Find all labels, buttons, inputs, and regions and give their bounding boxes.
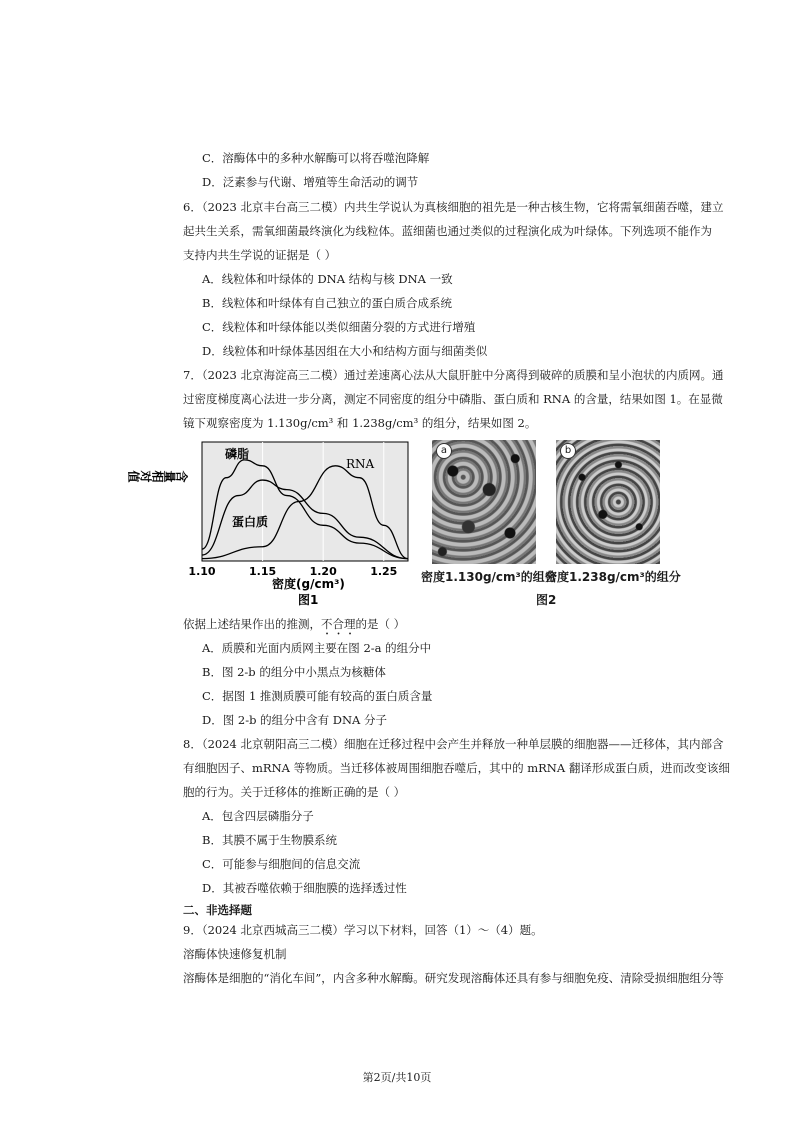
label-rna: RNA	[346, 457, 375, 471]
figure-2-caption-a: 密度1.130g/cm³的组分	[421, 570, 557, 584]
figure-1-chart	[128, 436, 416, 608]
q7-question-pre: 依据上述结果作出的推测，	[183, 617, 321, 631]
q5-option-c: C．溶酶体中的多种水解酶可以将吞噬泡降解	[202, 151, 430, 165]
micrograph-a	[432, 440, 536, 564]
q7-option-d: D．图 2-b 的组分中含有 DNA 分子	[202, 713, 387, 727]
q8-stem-line-1: 8．（2024 北京朝阳高三二模）细胞在迁移过程中会产生并释放一种单层膜的细胞器——迁移体，其内部含	[183, 737, 724, 751]
q7-option-a: A．质膜和光面内质网主要在图 2-a 的组分中	[202, 641, 432, 655]
q9-passage-title: 溶酶体快速修复机制	[183, 947, 287, 961]
x-tick-label: 1.25	[370, 565, 398, 578]
x-tick-label: 1.20	[309, 565, 337, 578]
q6-option-a: A．线粒体和叶绿体的 DNA 结构与核 DNA 一致	[202, 272, 453, 286]
figure-2-caption-b: 密度1.238g/cm³的组分	[545, 570, 681, 584]
y-axis-label: 含量相对值	[128, 469, 188, 483]
q8-option-c: C．可能参与细胞间的信息交流	[202, 857, 361, 871]
q6-stem-line-2: 起共生关系，需氧细菌最终演化为线粒体。蓝细菌也通过类似的过程演化成为叶绿体。下列选项不能作为	[183, 224, 712, 238]
q6-stem-line-1: 6．（2023 北京丰台高三二模）内共生学说认为真核细胞的祖先是一种古核生物，它将需氧细菌吞噬，建立	[183, 200, 724, 214]
q7-stem-line-1: 7．（2023 北京海淀高三二模）通过差速离心法从大鼠肝脏中分离得到破碎的质膜和呈小泡状的内质网。通	[183, 368, 724, 382]
q8-option-b: B．其膜不属于生物膜系统	[202, 833, 337, 847]
q9-passage-line-1: 溶酶体是细胞的“消化车间”，内含多种水解酶。研究发现溶酶体还具有参与细胞免疫、清除受损细胞组分等	[183, 971, 724, 985]
label-protein: 蛋白质	[232, 515, 269, 529]
section-heading: 二、非选择题	[183, 903, 252, 917]
q7-stem-line-2: 过密度梯度离心法进一步分离，测定不同密度的组分中磷脂、蛋白质和 RNA 的含量，结果如图 1。在显微	[183, 392, 723, 406]
q6-option-b: B．线粒体和叶绿体有自己独立的蛋白质合成系统	[202, 296, 452, 310]
q7-question-post: 的是（ ）	[355, 617, 406, 631]
micrograph-b-badge: b	[560, 443, 576, 459]
q8-stem-line-3: 胞的行为。关于迁移体的推断正确的是（ ）	[183, 785, 406, 799]
q5-option-d: D．泛素参与代谢、增殖等生命活动的调节	[202, 175, 419, 189]
q7-option-b: B．图 2-b 的组分中小黑点为核糖体	[202, 665, 386, 679]
q8-option-d: D．其被吞噬依赖于细胞膜的选择透过性	[202, 881, 407, 895]
figure-1-caption: 图1	[298, 593, 319, 607]
micrograph-a-badge: a	[436, 443, 452, 459]
figure-2-caption: 图2	[536, 593, 557, 607]
q7-question-line	[183, 616, 405, 638]
label-phospholipid: 磷脂	[225, 447, 250, 461]
micrograph-b	[556, 440, 660, 564]
q9-stem-line-1: 9．（2024 北京西城高三二模）学习以下材料，回答（1）～（4）题。	[183, 923, 543, 937]
q6-option-d: D．线粒体和叶绿体基因组在大小和结构方面与细菌类似	[202, 344, 488, 358]
q6-stem-line-3: 支持内共生学说的证据是（ ）	[183, 248, 337, 262]
q7-question-emphasis: 不合理	[321, 617, 356, 631]
q7-stem-line-3: 镜下观察密度为 1.130g/cm³ 和 1.238g/cm³ 的组分，结果如图 2。	[183, 416, 537, 430]
x-axis-label: 密度(g/cm³)	[272, 577, 345, 591]
q8-stem-line-2: 有细胞因子、mRNA 等物质。当迁移体被周围细胞吞噬后，其中的 mRNA 翻译形成蛋白质，进而改变该细	[183, 761, 730, 775]
x-tick-label: 1.10	[188, 565, 216, 578]
q7-option-c: C．据图 1 推测质膜可能有较高的蛋白质含量	[202, 689, 433, 703]
q6-option-c: C．线粒体和叶绿体能以类似细菌分裂的方式进行增殖	[202, 320, 476, 334]
x-tick-label: 1.15	[249, 565, 277, 578]
page-footer: 第2页/共10页	[362, 1071, 432, 1084]
q8-option-a: A．包含四层磷脂分子	[202, 809, 314, 823]
